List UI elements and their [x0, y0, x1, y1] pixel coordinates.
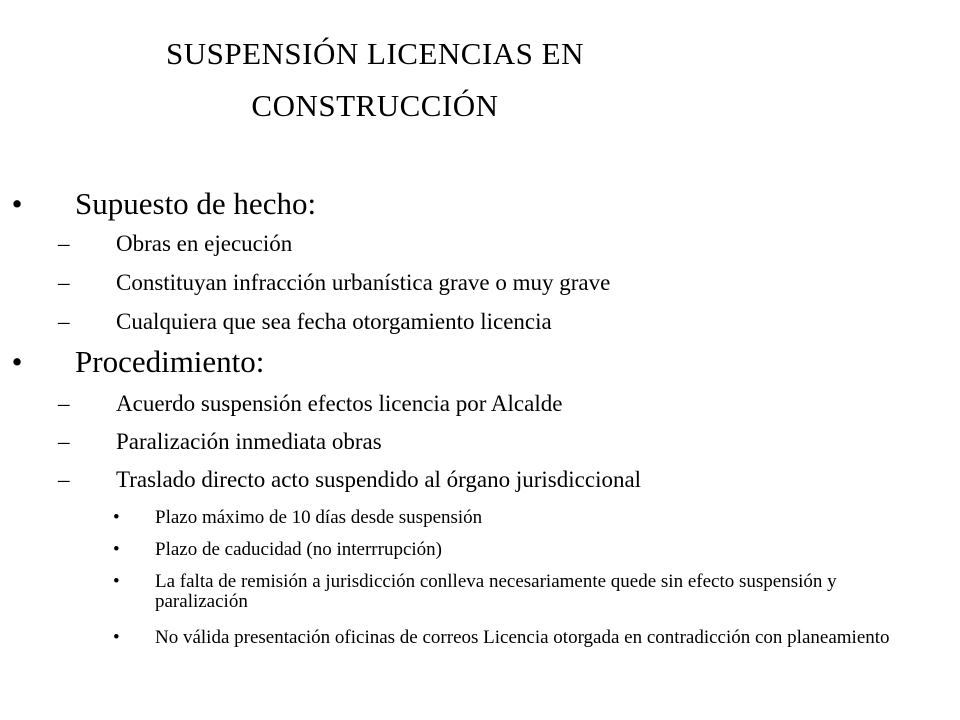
- sub-list-item-text: La falta de remisión a jurisdicción conlleva necesariamente quede sin efecto suspensión y paralización: [155, 571, 837, 612]
- dash-icon: –: [58, 270, 70, 295]
- list-item-text: Obras en ejecución: [116, 231, 293, 256]
- list-item-text: Constituyan infracción urbanística grave o muy grave: [116, 270, 611, 295]
- dash-icon: –: [58, 467, 70, 492]
- title-line-2: CONSTRUCCIÓN: [251, 88, 499, 123]
- dash-icon: –: [58, 429, 70, 454]
- sub-list-item-text: Plazo de caducidad (no interrrupción): [155, 539, 442, 560]
- title-line-1: SUSPENSIÓN LICENCIAS EN: [166, 36, 584, 71]
- section-heading-text: Supuesto de hecho:: [75, 186, 317, 221]
- dash-icon: –: [58, 309, 70, 334]
- bullet-icon: •: [113, 627, 120, 648]
- bullet-icon: •: [11, 186, 23, 221]
- bullet-icon: •: [113, 571, 120, 592]
- sub-list-item-text: Plazo máximo de 10 días desde suspensión: [155, 507, 483, 528]
- list-item-text: Paralización inmediata obras: [116, 429, 382, 454]
- section-heading-text: Procedimiento:: [75, 344, 265, 379]
- bullet-icon: •: [113, 539, 120, 560]
- dash-icon: –: [58, 391, 70, 416]
- bullet-icon: •: [113, 507, 120, 528]
- bullet-icon: •: [11, 344, 23, 379]
- list-item-text: Cualquiera que sea fecha otorgamiento licencia: [116, 309, 552, 334]
- sub-list-item-text: No válida presentación oficinas de correos Licencia otorgada en contradicción con planeamiento: [155, 627, 890, 648]
- dash-icon: –: [58, 231, 70, 256]
- list-item-text: Acuerdo suspensión efectos licencia por Alcalde: [116, 391, 563, 416]
- list-item-text: Traslado directo acto suspendido al órgano jurisdiccional: [116, 467, 642, 492]
- slide-title: [60, 28, 690, 132]
